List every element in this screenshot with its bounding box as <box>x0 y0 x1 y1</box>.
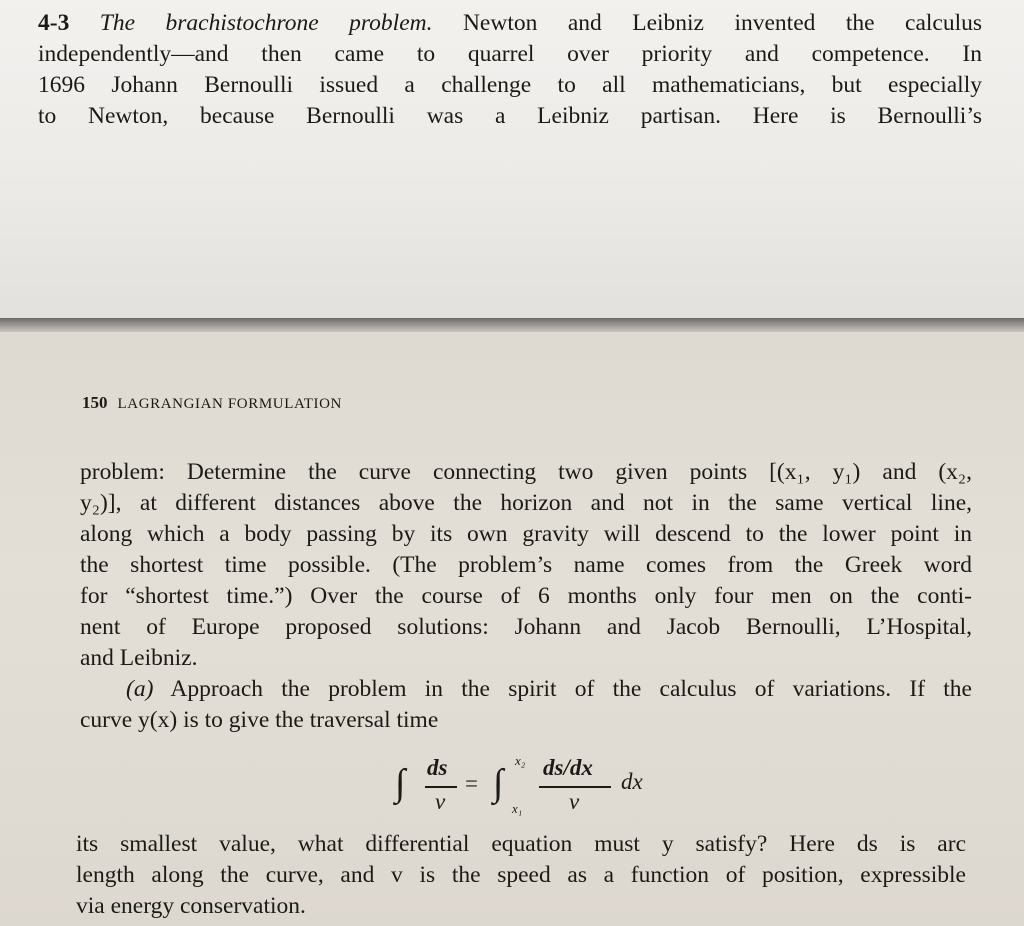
page-number: 150 <box>82 393 108 412</box>
body-line: y₂)], at different distances above the horizon and not in the same vertical line, <box>80 490 972 516</box>
section-title: LAGRANGIAN FORMULATION <box>117 396 342 412</box>
fraction-bar <box>539 786 611 788</box>
body-line: problem: Determine the curve connecting two given points [(x₁, y₁) and (x₂, <box>80 459 972 485</box>
traversal-time-equation <box>395 753 715 823</box>
intro-line: to Newton, because Bernoulli was a Leibniz partisan. Here is Bernoulli’s <box>38 103 982 129</box>
problem-body <box>80 457 972 736</box>
differential: dx <box>621 769 643 794</box>
upper-limit: x₂ <box>515 753 526 768</box>
fraction-bar <box>425 786 457 788</box>
part-a-text: Approach the problem in the spirit of the calculus of variations. If the <box>153 676 972 702</box>
intro-line: independently—and then came to quarrel over priority and competence. In <box>38 41 982 67</box>
body-line: nent of Europe proposed solutions: Johann and Jacob Bernoulli, L’Hospital, <box>80 614 972 640</box>
problem-intro <box>38 8 982 132</box>
page-divider <box>0 318 1024 332</box>
part-a-label: (a) <box>126 676 154 702</box>
body-line: the shortest time possible. (The problem’s name comes from the Greek word <box>80 552 972 578</box>
intro-line: 1696 Johann Bernoulli issued a challenge to all mathematicians, but especially <box>38 72 982 98</box>
equals-sign: = <box>465 771 478 796</box>
body-line: along which a body passing by its own gravity will descend to the lower point in <box>80 521 972 547</box>
question-line: length along the curve, and v is the speed as a function of position, expressible <box>76 862 966 888</box>
part-a-text: curve y(x) is to give the traversal time <box>80 707 439 733</box>
intro-line: Newton and Leibniz invented the calculus <box>432 10 983 36</box>
running-head <box>82 393 342 413</box>
fraction-numerator: ds/dx <box>543 755 593 780</box>
problem-title: The brachistochrone problem. <box>99 10 433 36</box>
question-line: its smallest value, what differential equation must y satisfy? Here ds is arc <box>76 831 966 857</box>
problem-number: 4-3 <box>38 10 70 36</box>
question-line: via energy conservation. <box>76 893 306 919</box>
fraction-denominator: v <box>435 789 446 814</box>
problem-question <box>76 829 966 922</box>
integral-sign: ∫ <box>395 762 406 804</box>
body-line: for “shortest time.”) Over the course of 6 months only four men on the conti- <box>80 583 972 609</box>
body-line: and Leibniz. <box>80 645 198 671</box>
lower-limit: x₁ <box>512 801 523 816</box>
bottom-page-fragment <box>0 332 1024 926</box>
fraction-denominator: v <box>569 789 580 814</box>
fraction-numerator: ds <box>427 755 448 780</box>
top-page-fragment <box>0 0 1024 318</box>
integral-sign: ∫ <box>493 762 504 804</box>
